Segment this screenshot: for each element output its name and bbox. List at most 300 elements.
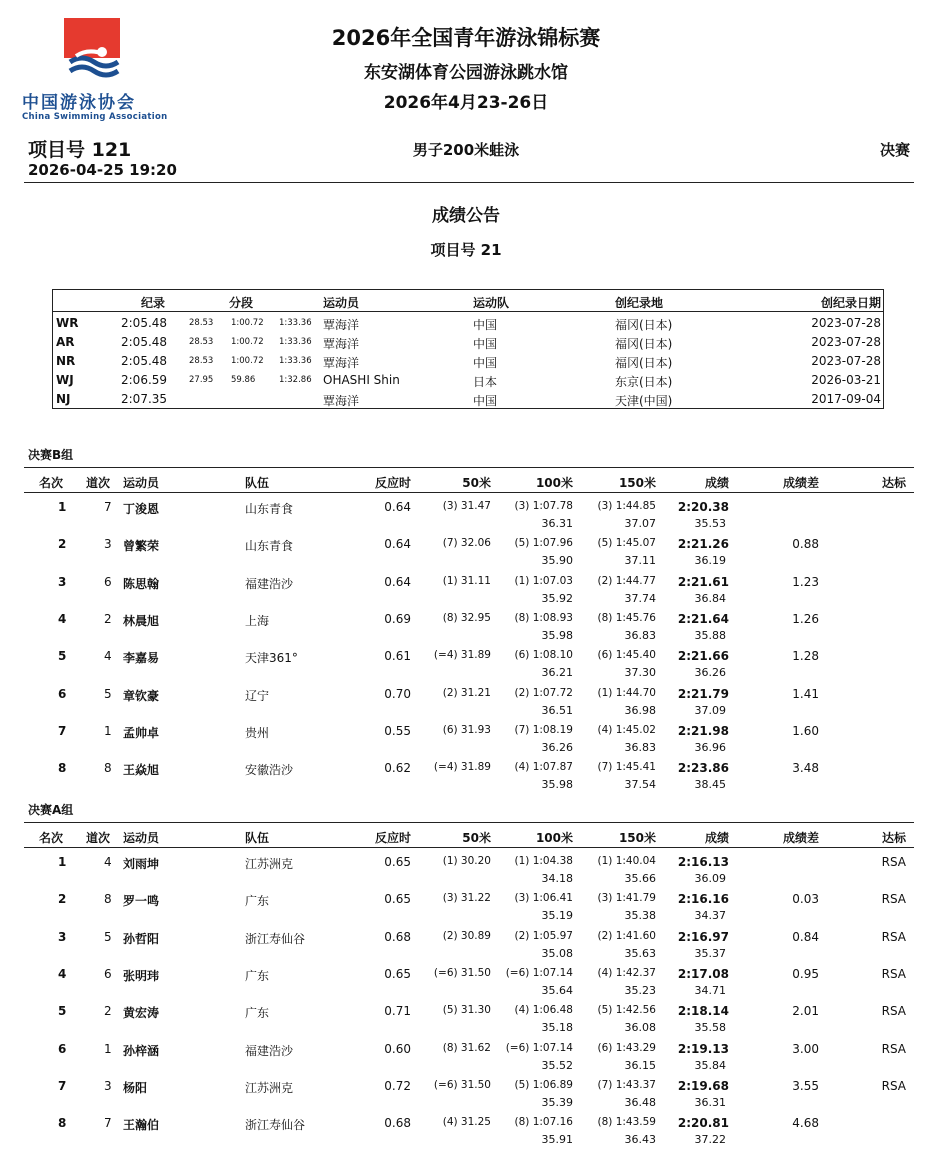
rank: 4 xyxy=(58,966,67,981)
col-reaction: 反应时 xyxy=(374,831,411,845)
record-split-50: 28.53 xyxy=(189,318,214,328)
athlete-name: 王瀚伯 xyxy=(123,1118,160,1133)
split-50m: (7) 32.06 xyxy=(442,537,491,550)
lap-100m: 36.51 xyxy=(541,703,573,717)
result-row xyxy=(24,887,914,924)
record-team: 日本 xyxy=(473,375,498,389)
record-team: 中国 xyxy=(473,394,498,408)
rank: 7 xyxy=(58,1078,67,1093)
split-50m: (1) 30.20 xyxy=(442,855,491,867)
split-150m: (1) 1:44.70 xyxy=(597,686,656,699)
final-a-label: 决赛A组 xyxy=(28,803,74,817)
record-code: WR xyxy=(56,316,79,330)
split-50m: (4) 31.25 xyxy=(442,1116,491,1129)
lap-150m: 35.38 xyxy=(624,909,656,923)
lap-200m: 35.58 xyxy=(694,1021,726,1035)
split-100m: (3) 1:07.78 xyxy=(514,500,573,512)
team-name: 贵州 xyxy=(245,725,270,740)
rank: 4 xyxy=(58,611,67,626)
logo-en-text: China Swimming Association xyxy=(22,112,168,122)
split-150m: (6) 1:43.29 xyxy=(597,1041,656,1054)
team-name: 广东 xyxy=(245,894,270,909)
record-time: 2:05.48 xyxy=(121,335,168,349)
lap-150m: 37.54 xyxy=(624,778,656,792)
result-row xyxy=(24,719,914,756)
lap-100m: 35.19 xyxy=(541,909,573,923)
rank: 8 xyxy=(58,1116,67,1131)
lap-150m: 36.48 xyxy=(624,1095,656,1109)
team-name: 江苏洲克 xyxy=(245,1080,294,1095)
time-diff: 3.00 xyxy=(792,1041,819,1056)
split-100m: (6) 1:08.10 xyxy=(514,649,573,662)
athlete-name: 刘雨坤 xyxy=(123,857,160,871)
record-split-50: 28.53 xyxy=(189,356,214,366)
lane: 4 xyxy=(104,649,112,664)
lap-100m: 35.98 xyxy=(541,778,573,792)
final-time: 2:16.97 xyxy=(677,929,729,944)
split-150m: (3) 1:41.79 xyxy=(597,892,656,905)
col-50m: 50米 xyxy=(462,476,491,490)
col-100m: 100米 xyxy=(535,831,573,845)
records-header xyxy=(53,290,883,312)
final-time: 2:23.86 xyxy=(677,761,729,776)
result-row xyxy=(24,570,914,607)
reaction-time: 0.65 xyxy=(384,855,411,869)
col-standard: 达标 xyxy=(881,831,906,845)
team-name: 天津361° xyxy=(245,651,298,666)
header-divider xyxy=(24,182,914,183)
record-athlete: 覃海洋 xyxy=(323,356,360,370)
records-col-team: 运动队 xyxy=(473,296,510,310)
lap-100m: 36.21 xyxy=(541,666,573,680)
logo-cn-text: 中国游泳协会 xyxy=(22,93,136,113)
lap-200m: 35.84 xyxy=(694,1058,726,1072)
record-split-150: 1:32.86 xyxy=(279,375,312,385)
athlete-name: 杨阳 xyxy=(123,1080,148,1095)
reaction-time: 0.60 xyxy=(384,1041,411,1056)
team-name: 安徽浩沙 xyxy=(245,763,294,778)
col-athlete: 运动员 xyxy=(123,476,160,490)
col-diff: 成绩差 xyxy=(782,831,819,845)
announcement-title: 成绩公告 xyxy=(432,206,500,226)
lap-150m: 36.08 xyxy=(624,1021,656,1035)
split-100m: (7) 1:08.19 xyxy=(514,723,573,736)
col-athlete: 运动员 xyxy=(123,831,160,845)
result-row xyxy=(24,644,914,681)
result-row xyxy=(24,1074,914,1111)
standard: RSA xyxy=(881,929,906,944)
lap-150m: 37.30 xyxy=(624,666,656,680)
rank: 2 xyxy=(58,892,67,907)
result-row xyxy=(24,756,914,793)
lap-100m: 35.52 xyxy=(541,1058,573,1072)
event-number: 项目号 121 xyxy=(28,139,132,161)
lane: 2 xyxy=(104,1004,112,1019)
split-50m: (=4) 31.89 xyxy=(433,761,491,774)
split-150m: (3) 1:44.85 xyxy=(597,500,656,512)
record-split-150: 1:33.36 xyxy=(279,356,312,366)
team-name: 浙江寿仙谷 xyxy=(245,931,306,946)
lap-100m: 35.90 xyxy=(541,554,573,568)
final-time: 2:21.79 xyxy=(677,686,729,701)
lap-200m: 37.09 xyxy=(694,703,726,717)
final-time: 2:21.61 xyxy=(677,574,729,589)
split-100m: (4) 1:07.87 xyxy=(514,761,573,774)
announcement-event-no: 项目号 21 xyxy=(430,241,502,259)
lap-200m: 34.37 xyxy=(694,909,726,923)
records-table xyxy=(52,289,884,409)
reaction-time: 0.69 xyxy=(384,611,411,626)
lap-200m: 35.53 xyxy=(694,517,726,530)
lap-150m: 36.43 xyxy=(624,1133,656,1147)
record-time: 2:06.59 xyxy=(121,373,168,387)
record-team: 中国 xyxy=(473,337,498,351)
lap-100m: 34.18 xyxy=(541,872,573,885)
final-time: 2:19.68 xyxy=(677,1078,729,1093)
split-100m: (4) 1:06.48 xyxy=(514,1004,573,1017)
split-100m: (2) 1:07.72 xyxy=(514,686,573,699)
result-row xyxy=(24,850,914,887)
lane: 3 xyxy=(104,537,112,552)
split-50m: (8) 32.95 xyxy=(442,611,491,624)
split-100m: (=6) 1:07.14 xyxy=(505,966,573,979)
split-50m: (=6) 31.50 xyxy=(433,1078,491,1091)
split-100m: (8) 1:07.16 xyxy=(514,1116,573,1129)
record-time: 2:05.48 xyxy=(121,354,168,368)
lap-150m: 35.66 xyxy=(624,872,656,885)
split-50m: (5) 31.30 xyxy=(442,1004,491,1017)
athlete-name: 张明玮 xyxy=(123,968,160,983)
lap-200m: 36.84 xyxy=(694,591,726,605)
lap-100m: 35.98 xyxy=(541,628,573,642)
record-date: 2017-09-04 xyxy=(811,392,881,406)
final-time: 2:20.81 xyxy=(677,1116,729,1131)
col-50m: 50米 xyxy=(462,831,491,845)
split-50m: (6) 31.93 xyxy=(442,723,491,736)
athlete-name: 孙哲阳 xyxy=(123,931,160,946)
reaction-time: 0.61 xyxy=(384,649,411,664)
split-150m: (4) 1:45.02 xyxy=(597,723,656,736)
standard: RSA xyxy=(881,892,906,907)
athlete-name: 陈思翰 xyxy=(123,576,160,591)
team-name: 广东 xyxy=(245,1006,270,1021)
record-split-150: 1:33.36 xyxy=(279,318,312,328)
lap-100m: 35.91 xyxy=(541,1133,573,1147)
col-team: 队伍 xyxy=(245,476,270,490)
split-150m: (8) 1:45.76 xyxy=(597,611,656,624)
record-athlete: 覃海洋 xyxy=(323,318,360,332)
athlete-name: 孙梓涵 xyxy=(123,1043,160,1058)
team-name: 福建浩沙 xyxy=(245,576,294,591)
lap-100m: 35.08 xyxy=(541,946,573,960)
team-name: 浙江寿仙谷 xyxy=(245,1118,306,1133)
team-name: 山东青食 xyxy=(245,539,294,554)
record-athlete: 覃海洋 xyxy=(323,394,360,408)
athlete-name: 林晨旭 xyxy=(123,613,160,628)
lap-200m: 36.31 xyxy=(694,1095,726,1109)
split-100m: (=6) 1:07.14 xyxy=(505,1041,573,1054)
split-50m: (=6) 31.50 xyxy=(433,966,491,979)
col-standard: 达标 xyxy=(881,476,906,490)
time-diff: 0.84 xyxy=(792,929,819,944)
reaction-time: 0.55 xyxy=(384,723,411,738)
lane: 5 xyxy=(104,686,112,701)
split-100m: (3) 1:06.41 xyxy=(514,892,573,905)
record-split-50: 28.53 xyxy=(189,337,214,347)
result-row xyxy=(24,999,914,1036)
lane: 5 xyxy=(104,929,112,944)
athlete-name: 丁浚恩 xyxy=(123,502,160,516)
record-row xyxy=(53,332,883,351)
col-rank: 名次 xyxy=(39,831,64,845)
reaction-time: 0.64 xyxy=(384,500,411,514)
athlete-name: 李嘉易 xyxy=(123,651,160,666)
standard: RSA xyxy=(881,1078,906,1093)
split-150m: (5) 1:42.56 xyxy=(597,1004,656,1017)
split-150m: (2) 1:41.60 xyxy=(597,929,656,942)
lane: 1 xyxy=(104,1041,112,1056)
standard: RSA xyxy=(881,966,906,981)
record-split-100: 59.86 xyxy=(231,375,256,385)
lane: 2 xyxy=(104,611,112,626)
rank: 3 xyxy=(58,574,67,589)
record-athlete: OHASHI Shin xyxy=(323,373,400,387)
lap-100m: 35.92 xyxy=(541,591,573,605)
final-b-header xyxy=(24,467,914,493)
lap-100m: 35.18 xyxy=(541,1021,573,1035)
rank: 8 xyxy=(58,761,67,776)
lane: 6 xyxy=(104,574,112,589)
rank: 2 xyxy=(58,537,67,552)
records-col-athlete: 运动员 xyxy=(323,296,360,310)
final-time: 2:20.38 xyxy=(677,500,729,514)
col-150m: 150米 xyxy=(618,831,656,845)
time-diff: 0.03 xyxy=(792,892,819,907)
col-rank: 名次 xyxy=(39,476,64,490)
time-diff: 0.95 xyxy=(792,966,819,981)
lap-150m: 36.83 xyxy=(624,740,656,754)
record-code: WJ xyxy=(56,373,74,387)
lap-100m: 35.64 xyxy=(541,983,573,997)
lane: 7 xyxy=(104,500,112,514)
split-150m: (7) 1:43.37 xyxy=(597,1078,656,1091)
split-50m: (3) 31.22 xyxy=(442,892,491,905)
record-split-100: 1:00.72 xyxy=(231,337,264,347)
lap-150m: 37.07 xyxy=(624,517,656,530)
col-100m: 100米 xyxy=(535,476,573,490)
lap-200m: 36.09 xyxy=(694,872,726,885)
result-row xyxy=(24,962,914,999)
result-row xyxy=(24,1111,914,1148)
record-code: NR xyxy=(56,354,76,368)
lap-150m: 37.11 xyxy=(624,554,656,568)
split-150m: (2) 1:44.77 xyxy=(597,574,656,587)
time-diff: 3.55 xyxy=(792,1078,819,1093)
record-place: 福冈(日本) xyxy=(615,318,673,332)
result-row xyxy=(24,682,914,719)
rank: 7 xyxy=(58,723,67,738)
lap-200m: 35.37 xyxy=(694,946,726,960)
reaction-time: 0.64 xyxy=(384,537,411,552)
col-diff: 成绩差 xyxy=(782,476,819,490)
col-lane: 道次 xyxy=(86,831,111,845)
lap-200m: 34.71 xyxy=(694,983,726,997)
lap-150m: 36.15 xyxy=(624,1058,656,1072)
reaction-time: 0.71 xyxy=(384,1004,411,1019)
reaction-time: 0.62 xyxy=(384,761,411,776)
record-place: 天津(中国) xyxy=(615,394,673,408)
time-diff: 1.60 xyxy=(792,723,819,738)
record-team: 中国 xyxy=(473,356,498,370)
final-time: 2:17.08 xyxy=(677,966,729,981)
result-row xyxy=(24,532,914,569)
reaction-time: 0.68 xyxy=(384,929,411,944)
event-datetime: 2026-04-25 19:20 xyxy=(28,161,177,179)
split-150m: (5) 1:45.07 xyxy=(597,537,656,550)
rank: 5 xyxy=(58,1004,67,1019)
record-athlete: 覃海洋 xyxy=(323,337,360,351)
time-diff: 3.48 xyxy=(792,761,819,776)
final-time: 2:21.64 xyxy=(677,611,729,626)
col-150m: 150米 xyxy=(618,476,656,490)
team-name: 山东青食 xyxy=(245,502,294,516)
lap-200m: 38.45 xyxy=(694,778,726,792)
lap-150m: 35.23 xyxy=(624,983,656,997)
time-diff: 1.28 xyxy=(792,649,819,664)
record-row xyxy=(53,313,883,332)
athlete-name: 曾繁荣 xyxy=(123,539,160,554)
rank: 6 xyxy=(58,686,67,701)
split-100m: (1) 1:07.03 xyxy=(514,574,573,587)
col-team: 队伍 xyxy=(245,831,270,845)
records-col-record: 纪录 xyxy=(141,296,166,310)
record-place: 福冈(日本) xyxy=(615,337,673,351)
lap-200m: 36.96 xyxy=(694,740,726,754)
final-time: 2:18.14 xyxy=(677,1004,729,1019)
split-50m: (8) 31.62 xyxy=(442,1041,491,1054)
lap-150m: 35.63 xyxy=(624,946,656,960)
result-row xyxy=(24,607,914,644)
reaction-time: 0.65 xyxy=(384,892,411,907)
lap-100m: 35.39 xyxy=(541,1095,573,1109)
event-stage: 决赛 xyxy=(879,141,910,159)
rank: 5 xyxy=(58,649,67,664)
final-time: 2:21.66 xyxy=(677,649,729,664)
lap-100m: 36.26 xyxy=(541,740,573,754)
final-time: 2:21.26 xyxy=(677,537,729,552)
time-diff: 1.26 xyxy=(792,611,819,626)
record-code: AR xyxy=(56,335,75,349)
athlete-name: 罗一鸣 xyxy=(123,894,160,909)
col-reaction: 反应时 xyxy=(374,476,411,490)
col-result: 成绩 xyxy=(704,476,729,490)
records-col-place: 创纪录地 xyxy=(615,296,664,310)
time-diff: 1.41 xyxy=(792,686,819,701)
lane: 8 xyxy=(104,761,112,776)
team-name: 江苏洲克 xyxy=(245,857,294,871)
split-150m: (4) 1:42.37 xyxy=(597,966,656,979)
record-split-150: 1:33.36 xyxy=(279,337,312,347)
record-split-100: 1:00.72 xyxy=(231,356,264,366)
athlete-name: 黄宏涛 xyxy=(123,1006,160,1021)
team-name: 广东 xyxy=(245,968,270,983)
result-row xyxy=(24,925,914,962)
split-150m: (8) 1:43.59 xyxy=(597,1116,656,1129)
rank: 1 xyxy=(58,855,67,869)
record-split-50: 27.95 xyxy=(189,375,214,385)
record-split-100: 1:00.72 xyxy=(231,318,264,328)
lane: 6 xyxy=(104,966,112,981)
athlete-name: 王焱旭 xyxy=(123,763,160,778)
record-row xyxy=(53,389,883,408)
time-diff: 2.01 xyxy=(792,1004,819,1019)
record-code: NJ xyxy=(56,392,71,406)
split-50m: (3) 31.47 xyxy=(442,500,491,512)
reaction-time: 0.72 xyxy=(384,1078,411,1093)
records-col-splits: 分段 xyxy=(229,296,254,310)
reaction-time: 0.70 xyxy=(384,686,411,701)
reaction-time: 0.68 xyxy=(384,1116,411,1131)
lane: 1 xyxy=(104,723,112,738)
split-100m: (2) 1:05.97 xyxy=(514,929,573,942)
col-lane: 道次 xyxy=(86,476,111,490)
lap-150m: 36.98 xyxy=(624,703,656,717)
split-100m: (5) 1:07.96 xyxy=(514,537,573,550)
split-50m: (1) 31.11 xyxy=(442,574,491,587)
split-150m: (6) 1:45.40 xyxy=(597,649,656,662)
event-name: 男子200米蛙泳 xyxy=(412,141,520,159)
col-result: 成绩 xyxy=(704,831,729,845)
meet-title: 2026年全国青年游泳锦标赛 xyxy=(331,26,601,50)
result-row xyxy=(24,1037,914,1074)
lane: 3 xyxy=(104,1078,112,1093)
record-row xyxy=(53,370,883,389)
records-col-date: 创纪录日期 xyxy=(820,296,881,310)
split-50m: (2) 31.21 xyxy=(442,686,491,699)
time-diff: 1.23 xyxy=(792,574,819,589)
reaction-time: 0.64 xyxy=(384,574,411,589)
athlete-name: 孟帅卓 xyxy=(123,725,160,740)
lap-150m: 37.74 xyxy=(624,591,656,605)
record-date: 2023-07-28 xyxy=(811,354,881,368)
record-date: 2023-07-28 xyxy=(811,316,881,330)
standard: RSA xyxy=(881,1004,906,1019)
final-time: 2:21.98 xyxy=(677,723,729,738)
lap-200m: 36.19 xyxy=(694,554,726,568)
record-place: 福冈(日本) xyxy=(615,356,673,370)
venue: 东安湖体育公园游泳跳水馆 xyxy=(364,63,568,83)
split-100m: (5) 1:06.89 xyxy=(514,1078,573,1091)
final-time: 2:19.13 xyxy=(677,1041,729,1056)
standard: RSA xyxy=(881,1041,906,1056)
lap-200m: 36.26 xyxy=(694,666,726,680)
final-a-header xyxy=(24,822,914,848)
result-row xyxy=(24,495,914,532)
lap-100m: 36.31 xyxy=(541,517,573,530)
time-diff: 4.68 xyxy=(792,1116,819,1131)
split-150m: (1) 1:40.04 xyxy=(597,855,656,867)
lap-150m: 36.83 xyxy=(624,628,656,642)
final-time: 2:16.13 xyxy=(677,855,729,869)
record-time: 2:05.48 xyxy=(121,316,168,330)
lap-200m: 37.22 xyxy=(694,1133,726,1147)
team-name: 福建浩沙 xyxy=(245,1043,294,1058)
lap-200m: 35.88 xyxy=(694,628,726,642)
split-100m: (8) 1:08.93 xyxy=(514,611,573,624)
final-b-label: 决赛B组 xyxy=(28,448,74,462)
standard: RSA xyxy=(881,855,906,869)
time-diff: 0.88 xyxy=(792,537,819,552)
